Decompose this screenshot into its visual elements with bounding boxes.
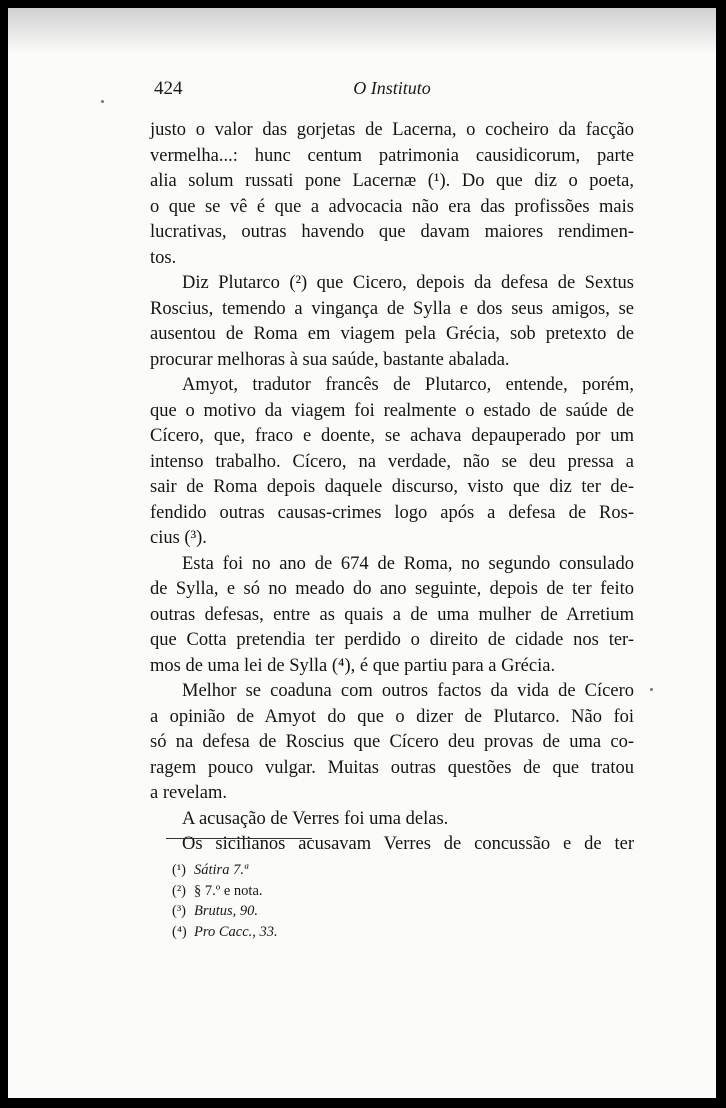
footnote-mark: (¹): [172, 862, 187, 878]
footnote-text: § 7.º e nota.: [194, 882, 263, 899]
text-line: procurar melhoras à sua saúde, bastante abalada.: [150, 349, 510, 370]
footnote-text: Sátira 7.ª: [194, 862, 248, 878]
text-line: mos de uma lei de Sylla (⁴), é que partiu para a Grécia.: [150, 655, 556, 676]
text-line: Esta foi no ano de 674 de Roma, no segundo consulado: [182, 553, 634, 574]
text-line: ragem pouco vulgar. Muitas outras questões de que tratou: [150, 757, 634, 778]
footnote-text: Brutus, 90.: [194, 903, 259, 919]
text-line: fendido outras causas-crimes logo após a defesa de Ros-: [150, 502, 634, 523]
text-line: alia solum russati pone Lacernæ (¹). Do que diz o poeta,: [150, 171, 634, 191]
text-line: a revelam.: [150, 783, 228, 803]
text-line: Roscius, temendo a vingança de Sylla e dos seus amigos, se: [150, 298, 634, 319]
text-line: outras defesas, entre as quais a de uma mulher de Arretium: [150, 604, 634, 625]
footnote: [172, 922, 472, 943]
text-line: intenso trabalho. Cícero, na verdade, não se deu pressa a: [150, 451, 634, 472]
footnote-mark: (²): [172, 882, 187, 899]
footnote-mark: (³): [172, 903, 187, 919]
text-line: de Sylla, e só no meado do ano seguinte, depois de ter feito: [150, 579, 634, 599]
page-header: [150, 78, 634, 100]
text-line: vermelha...: hunc centum patrimonia causidicorum, parte: [150, 145, 634, 166]
text-line: sair de Roma depois daquele discurso, visto que diz ter de-: [150, 477, 634, 497]
text-line: A acusação de Verres foi uma delas.: [182, 808, 449, 829]
page-number: 424: [154, 78, 183, 99]
text-line: que Cotta pretendia ter perdido o direito de cidade nos ter-: [150, 630, 634, 650]
footnote-mark: (⁴): [172, 923, 187, 940]
footnote-text: Pro Cacc., 33.: [194, 923, 278, 940]
text-line: cius (³).: [150, 528, 207, 548]
text-line: Amyot, tradutor francês de Plutarco, entende, porém,: [182, 375, 634, 395]
book-page: [8, 8, 716, 1098]
text-line: ausentou de Roma em viagem pela Grécia, sob pretexto de: [150, 324, 634, 344]
text-line: que o motivo da viagem foi realmente o estado de saúde de: [150, 400, 634, 421]
text-line: o que se vê é que a advocacia não era das profissões mais: [150, 196, 634, 217]
text-line: justo o valor das gorjetas de Lacerna, o cocheiro da facção: [150, 120, 634, 140]
text-line: Melhor se coaduna com outros factos da vida de Cícero: [182, 681, 634, 701]
body-text: [150, 118, 634, 858]
text-line: Cícero, que, fraco e doente, se achava depauperado por um: [150, 426, 634, 446]
ink-speck: [650, 688, 653, 691]
text-line: a opinião de Amyot do que o dizer de Plutarco. Não foi: [150, 706, 634, 727]
ink-speck: [101, 100, 104, 103]
text-line: só na defesa de Roscius que Cícero deu provas de uma co-: [150, 732, 634, 752]
footnote-rule: [166, 838, 312, 839]
footnote: [172, 860, 472, 881]
running-title: O Instituto: [353, 78, 431, 98]
footnote: [172, 881, 472, 902]
footnote: [172, 901, 472, 922]
text-line: lucrativas, outras havendo que davam maiores rendimen-: [150, 222, 634, 242]
footnotes: [172, 860, 472, 942]
text-line: Diz Plutarco (²) que Cicero, depois da defesa de Sextus: [182, 273, 634, 293]
text-line: Os sicilianos acusavam Verres de concussão e de ter: [182, 834, 634, 854]
text-line: tos.: [150, 247, 177, 268]
